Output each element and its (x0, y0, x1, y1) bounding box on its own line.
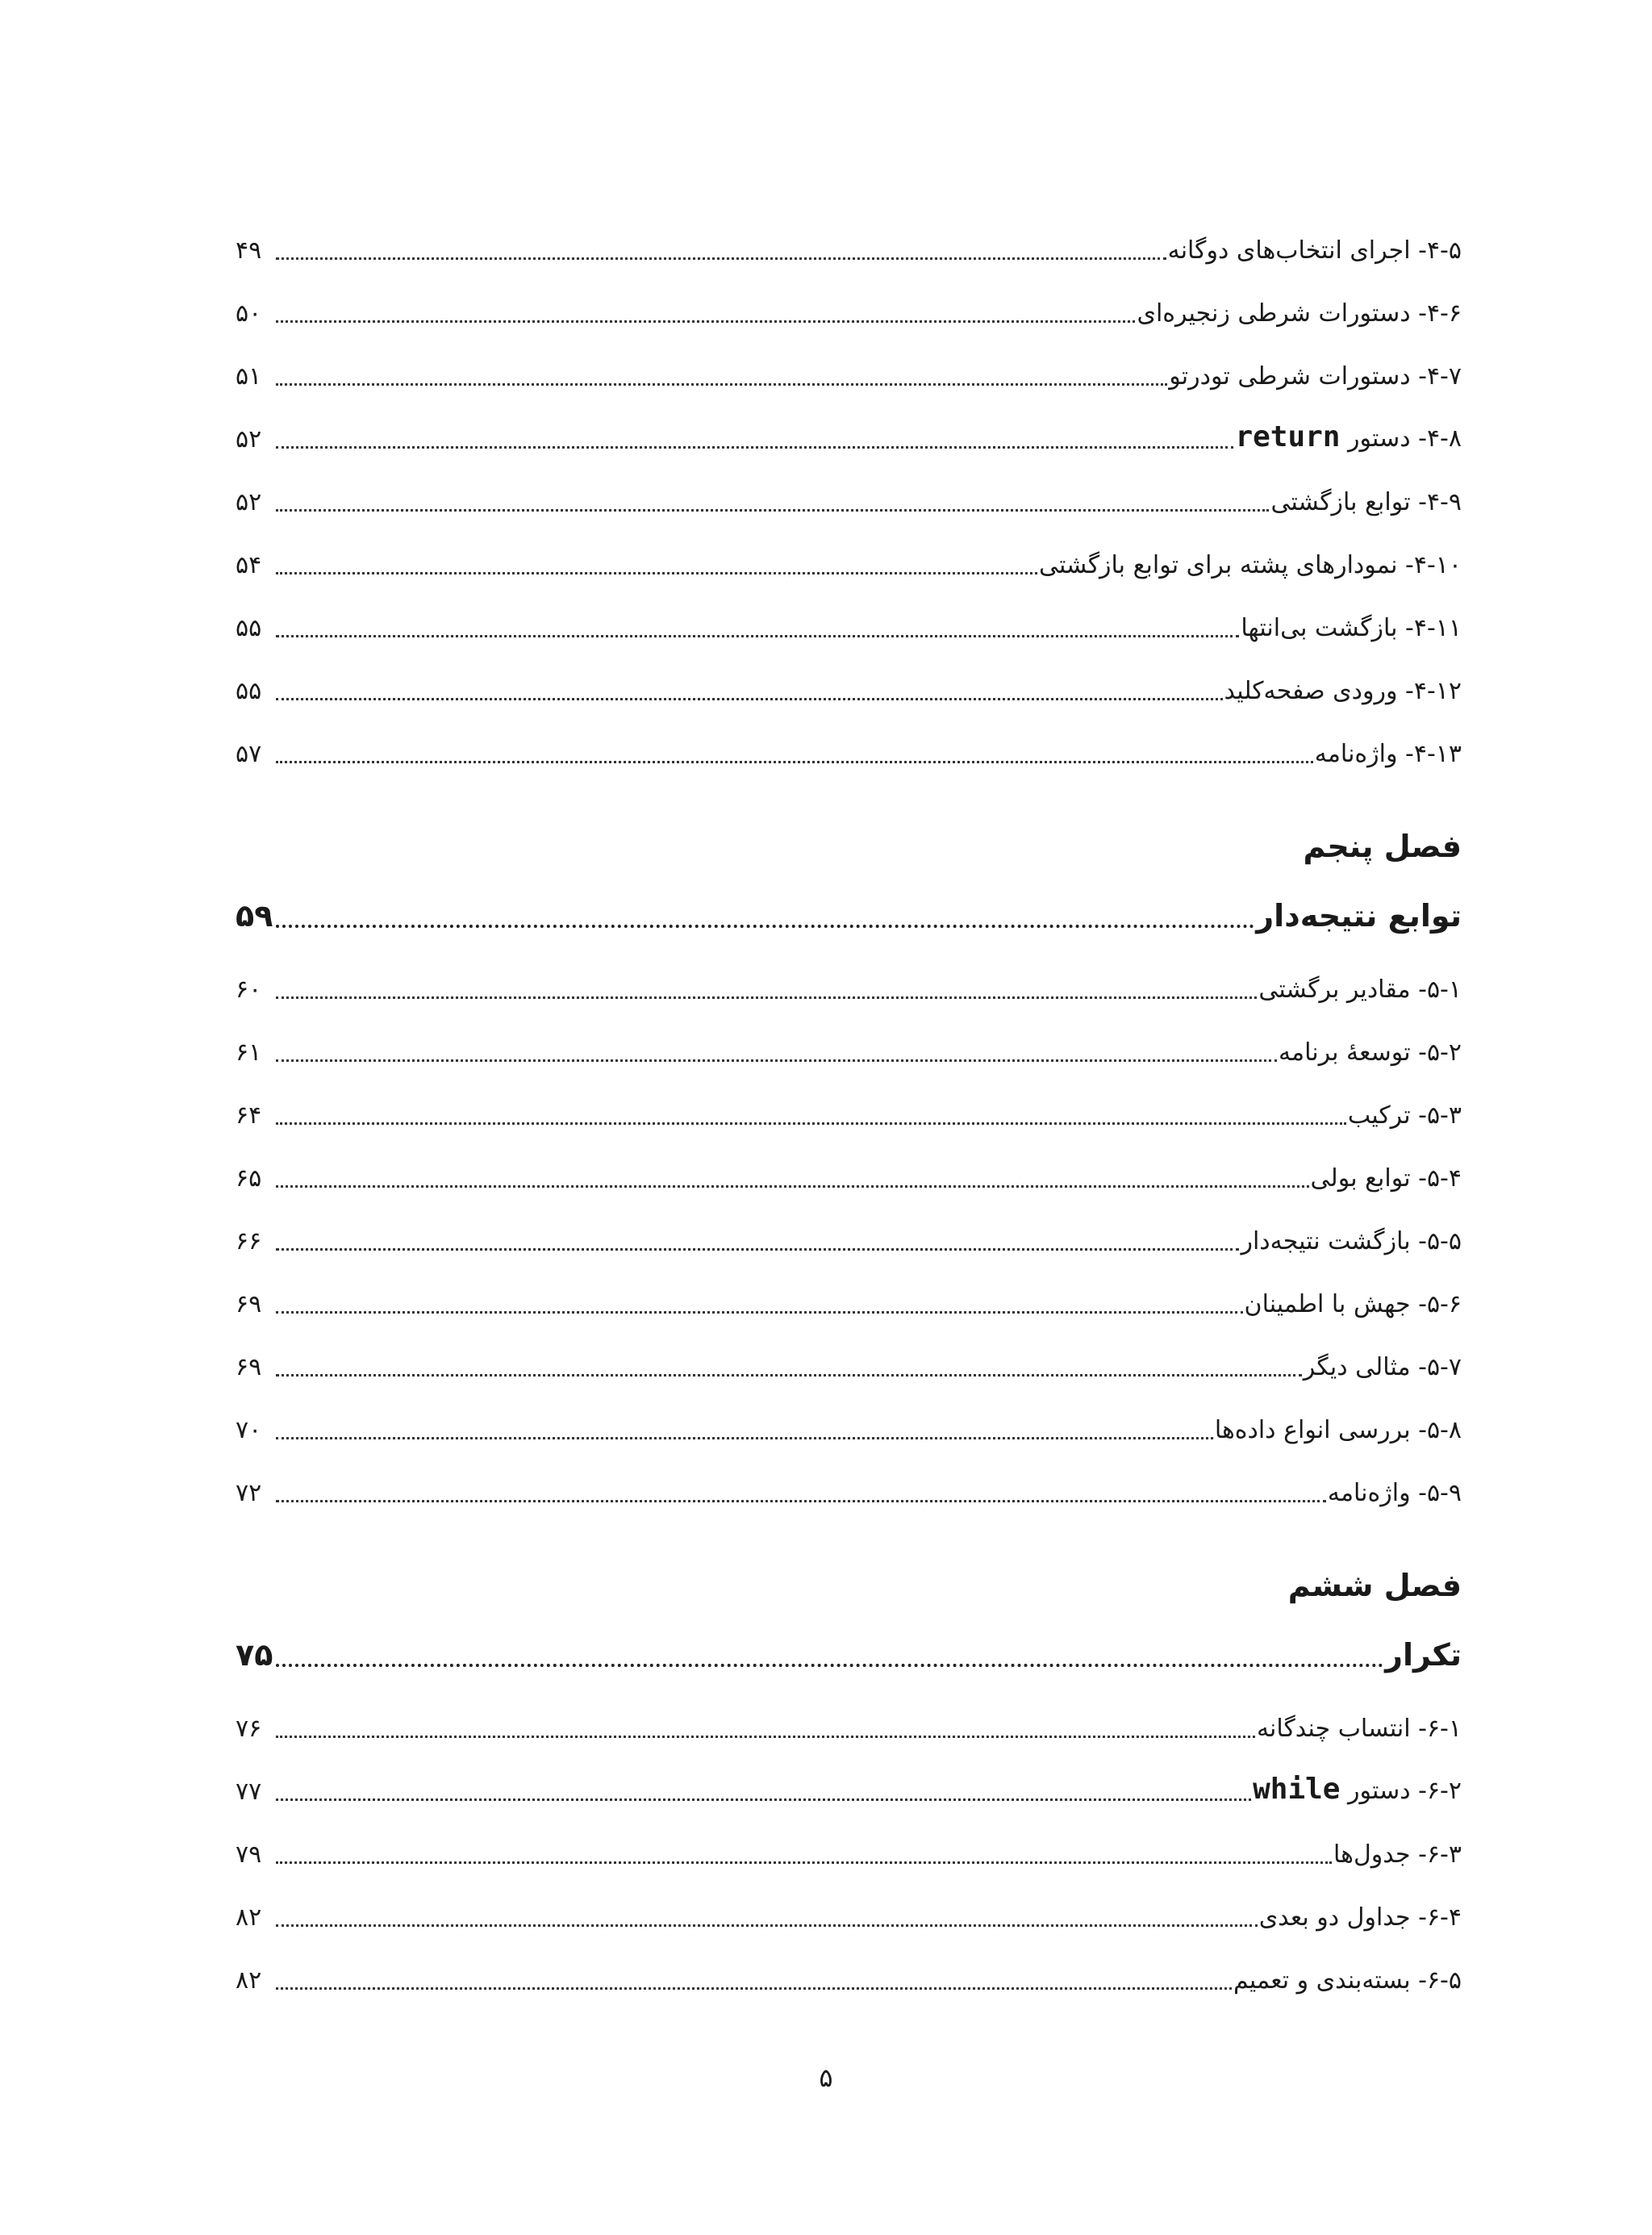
toc-entry-label: ۴-۵- اجرای انتخاب‌های دوگانه (1167, 236, 1462, 265)
dot-leader (276, 509, 1269, 512)
toc-entry-page: ۵۵ (236, 677, 262, 705)
toc-entry-page: ۶۹ (236, 1290, 262, 1318)
toc-entry-page: ۸۲ (236, 1966, 262, 1995)
toc-entry-page: ۵۵ (236, 614, 262, 642)
toc-entry-label: ۵-۴- توابع بولی (1310, 1164, 1462, 1193)
toc-entry[interactable] (236, 595, 1462, 644)
dot-leader (276, 1122, 1346, 1125)
dot-leader (276, 761, 1313, 763)
toc-entry-page: ۸۲ (236, 1903, 262, 1932)
dot-leader (276, 1437, 1213, 1439)
toc-entry-page: ۶۴ (236, 1101, 262, 1130)
toc-entry[interactable] (236, 721, 1462, 770)
dot-leader (276, 1248, 1239, 1251)
toc-entry[interactable] (236, 1335, 1462, 1383)
toc-entry-label: ۴-۶- دستورات شرطی زنجیره‌ای (1137, 299, 1462, 328)
dot-leader (276, 1311, 1243, 1314)
toc-entry-page: ۵۷ (236, 740, 262, 768)
toc-entry[interactable] (236, 1460, 1462, 1509)
dot-leader (276, 1664, 1383, 1667)
toc-entry[interactable] (236, 470, 1462, 518)
toc-entry[interactable] (236, 1759, 1462, 1807)
toc-entry[interactable] (236, 218, 1462, 266)
toc-entry-page: ۷۰ (236, 1416, 262, 1444)
dot-leader (276, 996, 1257, 999)
dot-leader (276, 635, 1239, 637)
toc-entry[interactable] (236, 1083, 1462, 1131)
toc-entry-label: ۶-۳- جدول‌ها (1333, 1840, 1462, 1869)
toc-entry-label: ۵-۳- ترکیب (1347, 1101, 1462, 1130)
dot-leader (276, 1987, 1232, 1990)
chapter-heading: فصل ششم (1287, 1568, 1462, 1603)
toc-entry[interactable] (236, 281, 1462, 329)
toc-entry-label: ۴-۱۳- واژه‌نامه (1314, 740, 1462, 768)
dot-leader (276, 1185, 1309, 1188)
toc-entry-label: ۴-۱۱- بازگشت بی‌انتها (1241, 614, 1462, 642)
toc-entry-page: ۷۲ (236, 1479, 262, 1507)
toc-entry-label-prefix: ۶-۲- دستور (1348, 1777, 1462, 1805)
toc-entry-label: ۵-۱- مقادیر برگشتی (1258, 975, 1462, 1004)
toc-entry-page: ۶۱ (236, 1038, 262, 1067)
page-number: ۵ (819, 2062, 833, 2093)
toc-entry-label: ۴-۷- دستورات شرطی تودرتو (1169, 362, 1462, 391)
dot-leader (276, 1736, 1255, 1738)
toc-entry-label: ۶-۱- انتساب چندگانه (1256, 1715, 1462, 1743)
toc-entry-page: ۶۰ (236, 975, 262, 1004)
chapter-title-label: توابع نتیجه‌دار (1256, 898, 1462, 934)
dot-leader (276, 572, 1037, 574)
dot-leader (276, 1924, 1258, 1927)
dot-leader (276, 1059, 1277, 1062)
toc-entry-page: ۵۲ (236, 488, 262, 516)
toc-entry-page: ۷۹ (236, 1840, 262, 1869)
toc-entry[interactable] (236, 1948, 1462, 1996)
toc-entry-label: ۴-۱۲- ورودی صفحه‌کلید (1224, 677, 1462, 705)
dot-leader (276, 383, 1167, 386)
chapter-title-entry[interactable] (236, 1625, 1462, 1673)
toc-entry-page: ۴۹ (236, 236, 262, 265)
toc-entry[interactable] (236, 1397, 1462, 1446)
dot-leader (276, 1500, 1326, 1502)
toc-entry-page: ۷۷ (236, 1778, 262, 1806)
code-keyword: return (1235, 420, 1341, 453)
toc-entry-page: ۵۰ (236, 299, 262, 328)
dot-leader (276, 925, 1254, 928)
toc-entry-label: ۵-۹- واژه‌نامه (1327, 1479, 1462, 1507)
dot-leader (276, 1861, 1332, 1864)
toc-entry-page: ۶۶ (236, 1227, 262, 1255)
toc-entry-label: ۵-۵- بازگشت نتیجه‌دار (1241, 1227, 1462, 1255)
toc-entry-page: ۵۱ (236, 362, 262, 391)
toc-entry[interactable] (236, 1209, 1462, 1257)
chapter-title-page: ۵۹ (236, 898, 273, 934)
toc-entry-label: ۵-۸- بررسی انواع داده‌ها (1214, 1416, 1462, 1444)
toc-entry-label: ۵-۷- مثالی دیگر (1303, 1353, 1462, 1381)
toc-entry-label: ۵-۲- توسعهٔ برنامه (1278, 1038, 1462, 1067)
dot-leader (276, 320, 1135, 323)
toc-entry-label: ۶-۵- بسته‌بندی و تعمیم (1233, 1966, 1462, 1995)
toc-entry[interactable] (236, 1020, 1462, 1068)
dot-leader (276, 698, 1223, 700)
dot-leader (276, 446, 1233, 449)
toc-entry[interactable] (236, 1822, 1462, 1870)
toc-entry-label: ۶-۴- جداول دو بعدی (1258, 1903, 1462, 1932)
toc-entry-page: ۶۵ (236, 1164, 262, 1193)
toc-entry-label (1235, 420, 1462, 455)
dot-leader (276, 257, 1166, 260)
toc-entry-label (1253, 1775, 1462, 1807)
toc-entry-label: ۵-۶- جهش با اطمینان (1244, 1290, 1462, 1318)
toc-entry-page: ۷۶ (236, 1715, 262, 1743)
toc-entry-page: ۵۴ (236, 551, 262, 579)
toc-entry-label: ۴-۹- توابع بازگشتی (1270, 488, 1462, 516)
toc-entry[interactable] (236, 533, 1462, 581)
chapter-heading: فصل پنجم (1303, 829, 1462, 864)
toc-entry[interactable] (236, 1272, 1462, 1320)
dot-leader (276, 1374, 1302, 1377)
toc-entry[interactable] (236, 957, 1462, 1005)
toc-entry[interactable] (236, 1885, 1462, 1933)
code-keyword: while (1253, 1773, 1341, 1806)
toc-entry[interactable] (236, 1146, 1462, 1194)
toc-entry-label: ۴-۱۰- نمودارهای پشته برای توابع بازگشتی (1038, 551, 1462, 579)
toc-entry[interactable] (236, 344, 1462, 392)
chapter-title-page: ۷۵ (236, 1637, 273, 1673)
toc-entry-page: ۵۲ (236, 425, 262, 453)
chapter-title-entry[interactable] (236, 886, 1462, 934)
toc-entry-page: ۶۹ (236, 1353, 262, 1381)
toc-entry[interactable] (236, 658, 1462, 707)
chapter-title-label: تکرار (1385, 1637, 1462, 1673)
toc-entry-label-prefix: ۴-۸- دستور (1348, 424, 1462, 453)
toc-entry[interactable] (236, 407, 1462, 455)
dot-leader (276, 1798, 1251, 1801)
toc-entry[interactable] (236, 1696, 1462, 1744)
